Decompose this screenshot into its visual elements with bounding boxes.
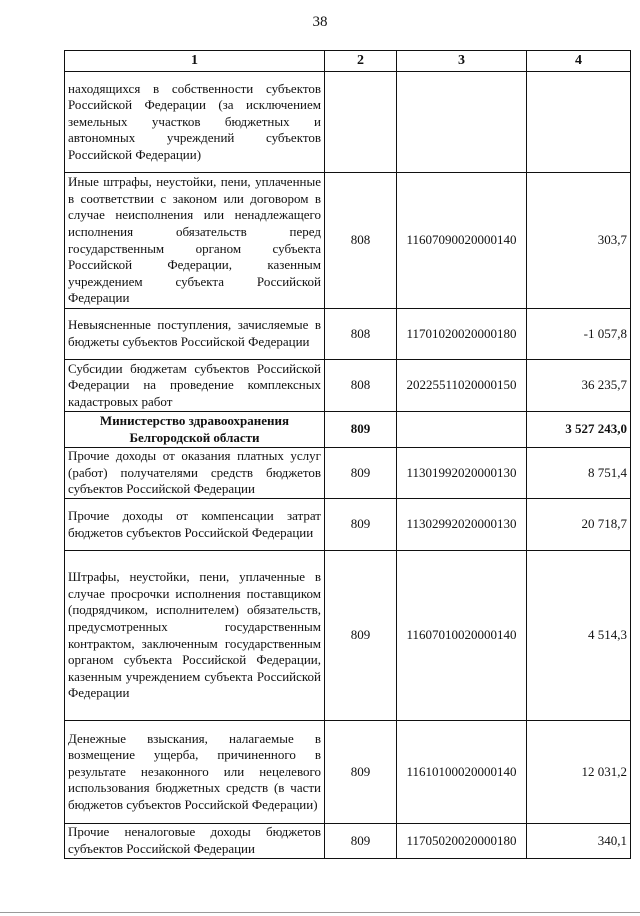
- row-amount: [527, 72, 631, 173]
- row-admin-code: 808: [325, 309, 397, 360]
- row-description: Прочие неналоговые доходы бюджетов субъектов Российской Федерации: [65, 824, 325, 859]
- header-col-description: 1: [65, 51, 325, 72]
- table-row: [65, 824, 631, 859]
- row-amount: 303,7: [527, 173, 631, 309]
- row-description: Невыясненные поступления, зачисляемые в бюджеты субъектов Российской Федерации: [65, 309, 325, 360]
- header-row: [65, 51, 631, 72]
- row-admin-code: 809: [325, 721, 397, 824]
- row-revenue-code: 11607090020000140: [397, 173, 527, 309]
- section-total-amount: 3 527 243,0: [527, 412, 631, 448]
- row-amount: 12 031,2: [527, 721, 631, 824]
- table-row: [65, 360, 631, 412]
- section-title: Министерство здравоохранения Белгородской области: [65, 412, 325, 448]
- row-admin-code: 809: [325, 499, 397, 551]
- table-row: [65, 551, 631, 721]
- row-revenue-code: 11610100020000140: [397, 721, 527, 824]
- row-revenue-code: 11701020020000180: [397, 309, 527, 360]
- row-amount: 340,1: [527, 824, 631, 859]
- row-admin-code: 808: [325, 360, 397, 412]
- row-admin-code: 809: [325, 448, 397, 499]
- row-amount: 8 751,4: [527, 448, 631, 499]
- row-admin-code: [325, 72, 397, 173]
- row-description: Иные штрафы, неустойки, пени, уплаченные в соответствии с законом или договором в случае неисполнения или ненадлежащего исполнения обязательств перед государственным органом субъекта Российской Федерации, казенным учреждением субъекта Российской Федерации: [65, 173, 325, 309]
- row-amount: -1 057,8: [527, 309, 631, 360]
- row-description: Денежные взыскания, налагаемые в возмещение ущерба, причиненного в результате незаконного или нецелевого использования бюджетных средств (в части бюджетов субъектов Российской Федерации): [65, 721, 325, 824]
- section-admin-code: 809: [325, 412, 397, 448]
- page-bottom-rule: [0, 912, 640, 913]
- row-amount: 36 235,7: [527, 360, 631, 412]
- table-row: [65, 72, 631, 173]
- table-row: [65, 448, 631, 499]
- row-revenue-code: 20225511020000150: [397, 360, 527, 412]
- header-col-revenue-code: 3: [397, 51, 527, 72]
- header-col-admin-code: 2: [325, 51, 397, 72]
- table-row: [65, 499, 631, 551]
- row-admin-code: 809: [325, 551, 397, 721]
- row-revenue-code: 11301992020000130: [397, 448, 527, 499]
- table-row: [65, 721, 631, 824]
- row-admin-code: 808: [325, 173, 397, 309]
- row-description: Штрафы, неустойки, пени, уплаченные в случае просрочки исполнения поставщиком (подрядчиком, исполнителем) обязательств, предусмотренных государственным контрактом, заключенным государственным органом субъекта Российской Федерации, казенным учреждением субъекта Российской Федерации: [65, 551, 325, 721]
- row-amount: 4 514,3: [527, 551, 631, 721]
- page-number: 38: [312, 14, 328, 30]
- row-description: находящихся в собственности субъектов Российской Федерации (за исключением земельных участков бюджетных и автономных учреждений субъектов Российской Федерации): [65, 72, 325, 173]
- revenue-table: [64, 50, 631, 859]
- row-revenue-code: 11302992020000130: [397, 499, 527, 551]
- table-row: [65, 309, 631, 360]
- row-revenue-code: 11607010020000140: [397, 551, 527, 721]
- row-description: Прочие доходы от компенсации затрат бюджетов субъектов Российской Федерации: [65, 499, 325, 551]
- row-description: Субсидии бюджетам субъектов Российской Федерации на проведение комплексных кадастровых работ: [65, 360, 325, 412]
- table-row: [65, 173, 631, 309]
- row-description: Прочие доходы от оказания платных услуг (работ) получателями средств бюджетов субъектов Российской Федерации: [65, 448, 325, 499]
- row-admin-code: 809: [325, 824, 397, 859]
- header-col-amount: 4: [527, 51, 631, 72]
- section-revenue-code: [397, 412, 527, 448]
- section-row: [65, 412, 631, 448]
- row-revenue-code: [397, 72, 527, 173]
- row-revenue-code: 11705020020000180: [397, 824, 527, 859]
- row-amount: 20 718,7: [527, 499, 631, 551]
